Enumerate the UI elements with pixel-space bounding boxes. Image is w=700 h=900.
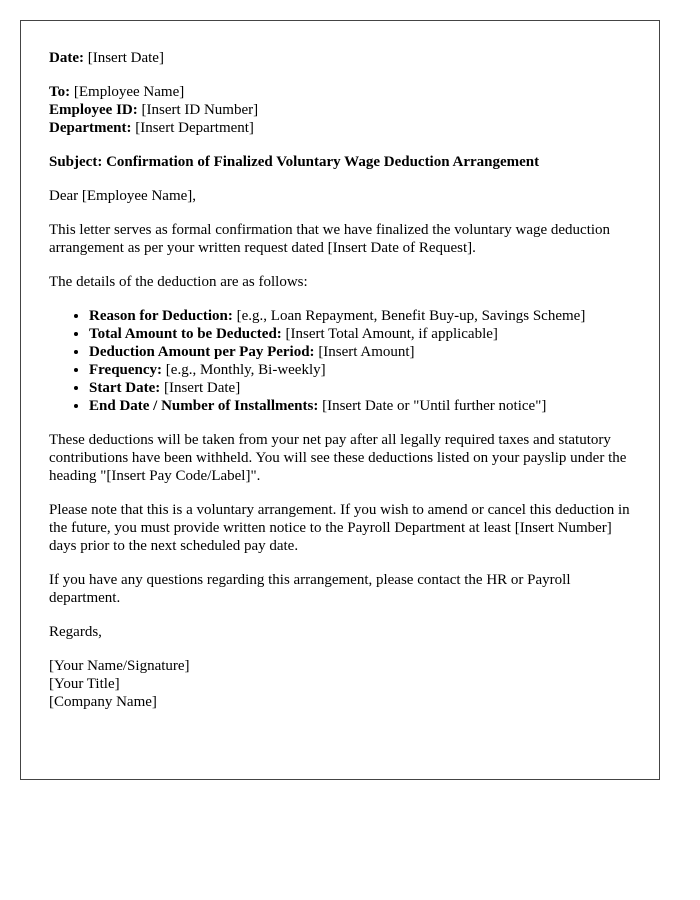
list-item [89, 307, 639, 325]
employee-id-line [49, 101, 639, 119]
signature-name: [Your Name/Signature] [49, 658, 190, 674]
signature-title: [Your Title] [49, 676, 120, 692]
list-item [89, 361, 639, 379]
to-value: [Employee Name] [70, 84, 185, 100]
detail-value: [Insert Amount] [314, 344, 415, 360]
signature-company: [Company Name] [49, 694, 157, 710]
employee-id-label: Employee ID: [49, 102, 138, 118]
detail-label: Start Date: [89, 380, 161, 396]
department-value: [Insert Department] [131, 120, 254, 136]
detail-value: [Insert Date or "Until further notice"] [318, 398, 547, 414]
list-item [89, 397, 639, 415]
detail-value: [Insert Date] [160, 380, 241, 396]
detail-value: [e.g., Loan Repayment, Benefit Buy-up, Savings Scheme] [232, 308, 586, 324]
intro-paragraph: This letter serves as formal confirmation that we have finalized the voluntary wage deduction arrangement as per your written request dated [Insert Date of Request]. [49, 222, 611, 256]
regards: Regards, [49, 624, 102, 640]
amend-paragraph: Please note that this is a voluntary arrangement. If you wish to amend or cancel this deduction in the future, you must provide written notice to the Payroll Department at least [Insert Number] days prior to the next scheduled pay date. [49, 502, 630, 554]
salutation: Dear [Employee Name], [49, 188, 197, 204]
date-value: [Insert Date] [83, 50, 164, 66]
deduction-details-list [49, 307, 639, 415]
list-item [89, 379, 639, 397]
net-pay-paragraph: These deductions will be taken from your net pay after all legally required taxes and statutory contributions have been withheld. You will see these deductions listed on your payslip under the heading "[Insert Pay Code/Label]". [49, 432, 627, 484]
to-label: To: [49, 84, 71, 100]
subject-line [49, 153, 639, 171]
details-intro: The details of the deduction are as follows: [49, 274, 308, 290]
list-item [89, 343, 639, 361]
detail-value: [e.g., Monthly, Bi-weekly] [162, 362, 326, 378]
department-line [49, 119, 639, 137]
department-label: Department: [49, 120, 132, 136]
detail-label: End Date / Number of Installments: [89, 398, 319, 414]
subject-text: Subject: Confirmation of Finalized Voluntary Wage Deduction Arrangement [49, 154, 540, 170]
contact-paragraph: If you have any questions regarding this arrangement, please contact the HR or Payroll department. [49, 572, 571, 606]
to-line [49, 83, 639, 101]
date-line [49, 49, 639, 67]
letter-document [20, 20, 660, 780]
list-item [89, 325, 639, 343]
detail-label: Reason for Deduction: [89, 308, 233, 324]
detail-value: [Insert Total Amount, if applicable] [281, 326, 498, 342]
date-label: Date: [49, 50, 84, 66]
detail-label: Deduction Amount per Pay Period: [89, 344, 315, 360]
detail-label: Frequency: [89, 362, 163, 378]
employee-id-value: [Insert ID Number] [137, 102, 259, 118]
detail-label: Total Amount to be Deducted: [89, 326, 282, 342]
